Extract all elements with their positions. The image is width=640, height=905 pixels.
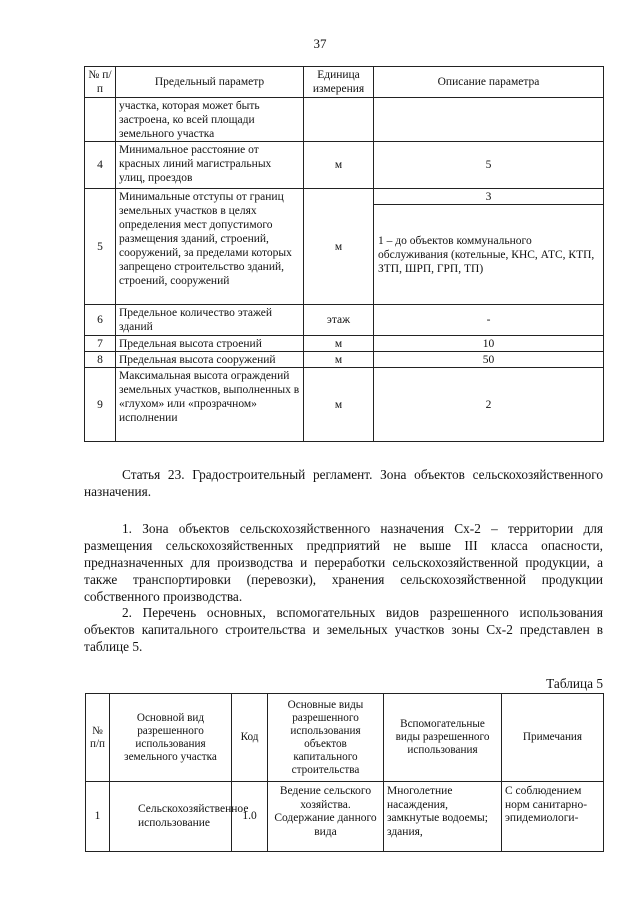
article-heading: Статья 23. Градостроительный регламент. Зона объектов сельскохозяйственного назначения. [84,467,603,499]
row-desc-setback: 3 [374,189,604,205]
row-desc: 2 [374,368,604,442]
table-row [85,305,604,336]
row-desc: 10 [374,336,604,352]
table-row [85,336,604,352]
row-param: Предельная высота строений [116,336,304,352]
row-main-kind: Сельскохозяйственное использование [110,782,232,852]
table-row [85,368,604,442]
permitted-use-table [85,693,604,852]
header-main-kind: Основной вид разрешенного использования земельного участка [110,694,232,782]
page-number: 37 [313,36,327,51]
row-desc: - [374,305,604,336]
row-num: 4 [85,142,116,189]
row-aux-kinds: Многолетние насаждения, замкнутые водоемы; здания, [384,782,502,852]
table-row [85,352,604,368]
row-unit: м [304,142,374,189]
header-code: Код [232,694,268,782]
row-num: 6 [85,305,116,336]
row-num [85,98,116,142]
paragraph-zone-description: 1. Зона объектов сельскохозяйственного назначения Сх-2 – территории для размещения сельскохозяйственных предприятий не выше III класса опасности, предназначенных для производства и переработки сельскохозяйственной продукции, а также транспортировки (перевозки), хранения сельскохозяйственной продукции собственного производства. [84,521,603,604]
row-unit [304,98,374,142]
row-unit: м [304,352,374,368]
header-param: Предельный параметр [116,67,304,98]
row-num: 5 [85,189,116,305]
row-param: участка, которая может быть застроена, ко всей площади земельного участка [116,98,304,142]
header-main-kinds-oks: Основные виды разрешенного использования объектов капитального строительства [268,694,384,782]
row-num: 7 [85,336,116,352]
table-row [86,782,604,852]
row-param: Максимальная высота ограждений земельных участков, выполненных в «глухом» или «прозрачном» исполнении [116,368,304,442]
row-unit: этаж [304,305,374,336]
row-param: Предельная высота сооружений [116,352,304,368]
row-main-kinds-oks: Ведение сельского хозяйства. Содержание данного вида [268,782,384,852]
parameters-table [84,66,604,442]
row-desc: 50 [374,352,604,368]
paragraph-table-reference: 2. Перечень основных, вспомогательных видов разрешенного использования объектов капитального строительства и земельных участков зоны Сх-2 представлен в таблице 5. [84,605,603,654]
header-aux-kinds: Вспомогательные виды разрешенного использования [384,694,502,782]
table-row [85,189,604,205]
row-unit: м [304,189,374,305]
row-code: 1.0 [232,782,268,852]
row-num: 9 [85,368,116,442]
table-header-row [86,694,604,782]
row-num: 8 [85,352,116,368]
row-desc: 5 [374,142,604,189]
row-num: 1 [86,782,110,852]
row-param: Минимальное расстояние от красных линий магистральных улиц, проездов [116,142,304,189]
header-num: № п/п [86,694,110,782]
row-param: Минимальные отступы от границ земельных участков в целях определения мест допустимого размещения зданий, строений, сооружений, за пределами которых запрещено строительство зданий, строений, сооружений [116,189,304,305]
table-row [85,98,604,142]
header-notes: Примечания [502,694,604,782]
row-desc [374,98,604,142]
table-caption: Таблица 5 [546,676,603,691]
header-unit: Единица измерения [304,67,374,98]
row-unit: м [304,368,374,442]
table-row [85,142,604,189]
row-param: Предельное количество этажей зданий [116,305,304,336]
header-desc: Описание параметра [374,67,604,98]
row-notes: С соблюдением норм санитарно-эпидемиологи- [502,782,604,852]
row-desc-utility-setback: 1 – до объектов коммунального обслуживания (котельные, КНС, АТС, КТП, ЗТП, ШРП, ГРП, ТП) [374,205,604,305]
header-num: № п/п [85,67,116,98]
row-unit: м [304,336,374,352]
table-header-row [85,67,604,98]
